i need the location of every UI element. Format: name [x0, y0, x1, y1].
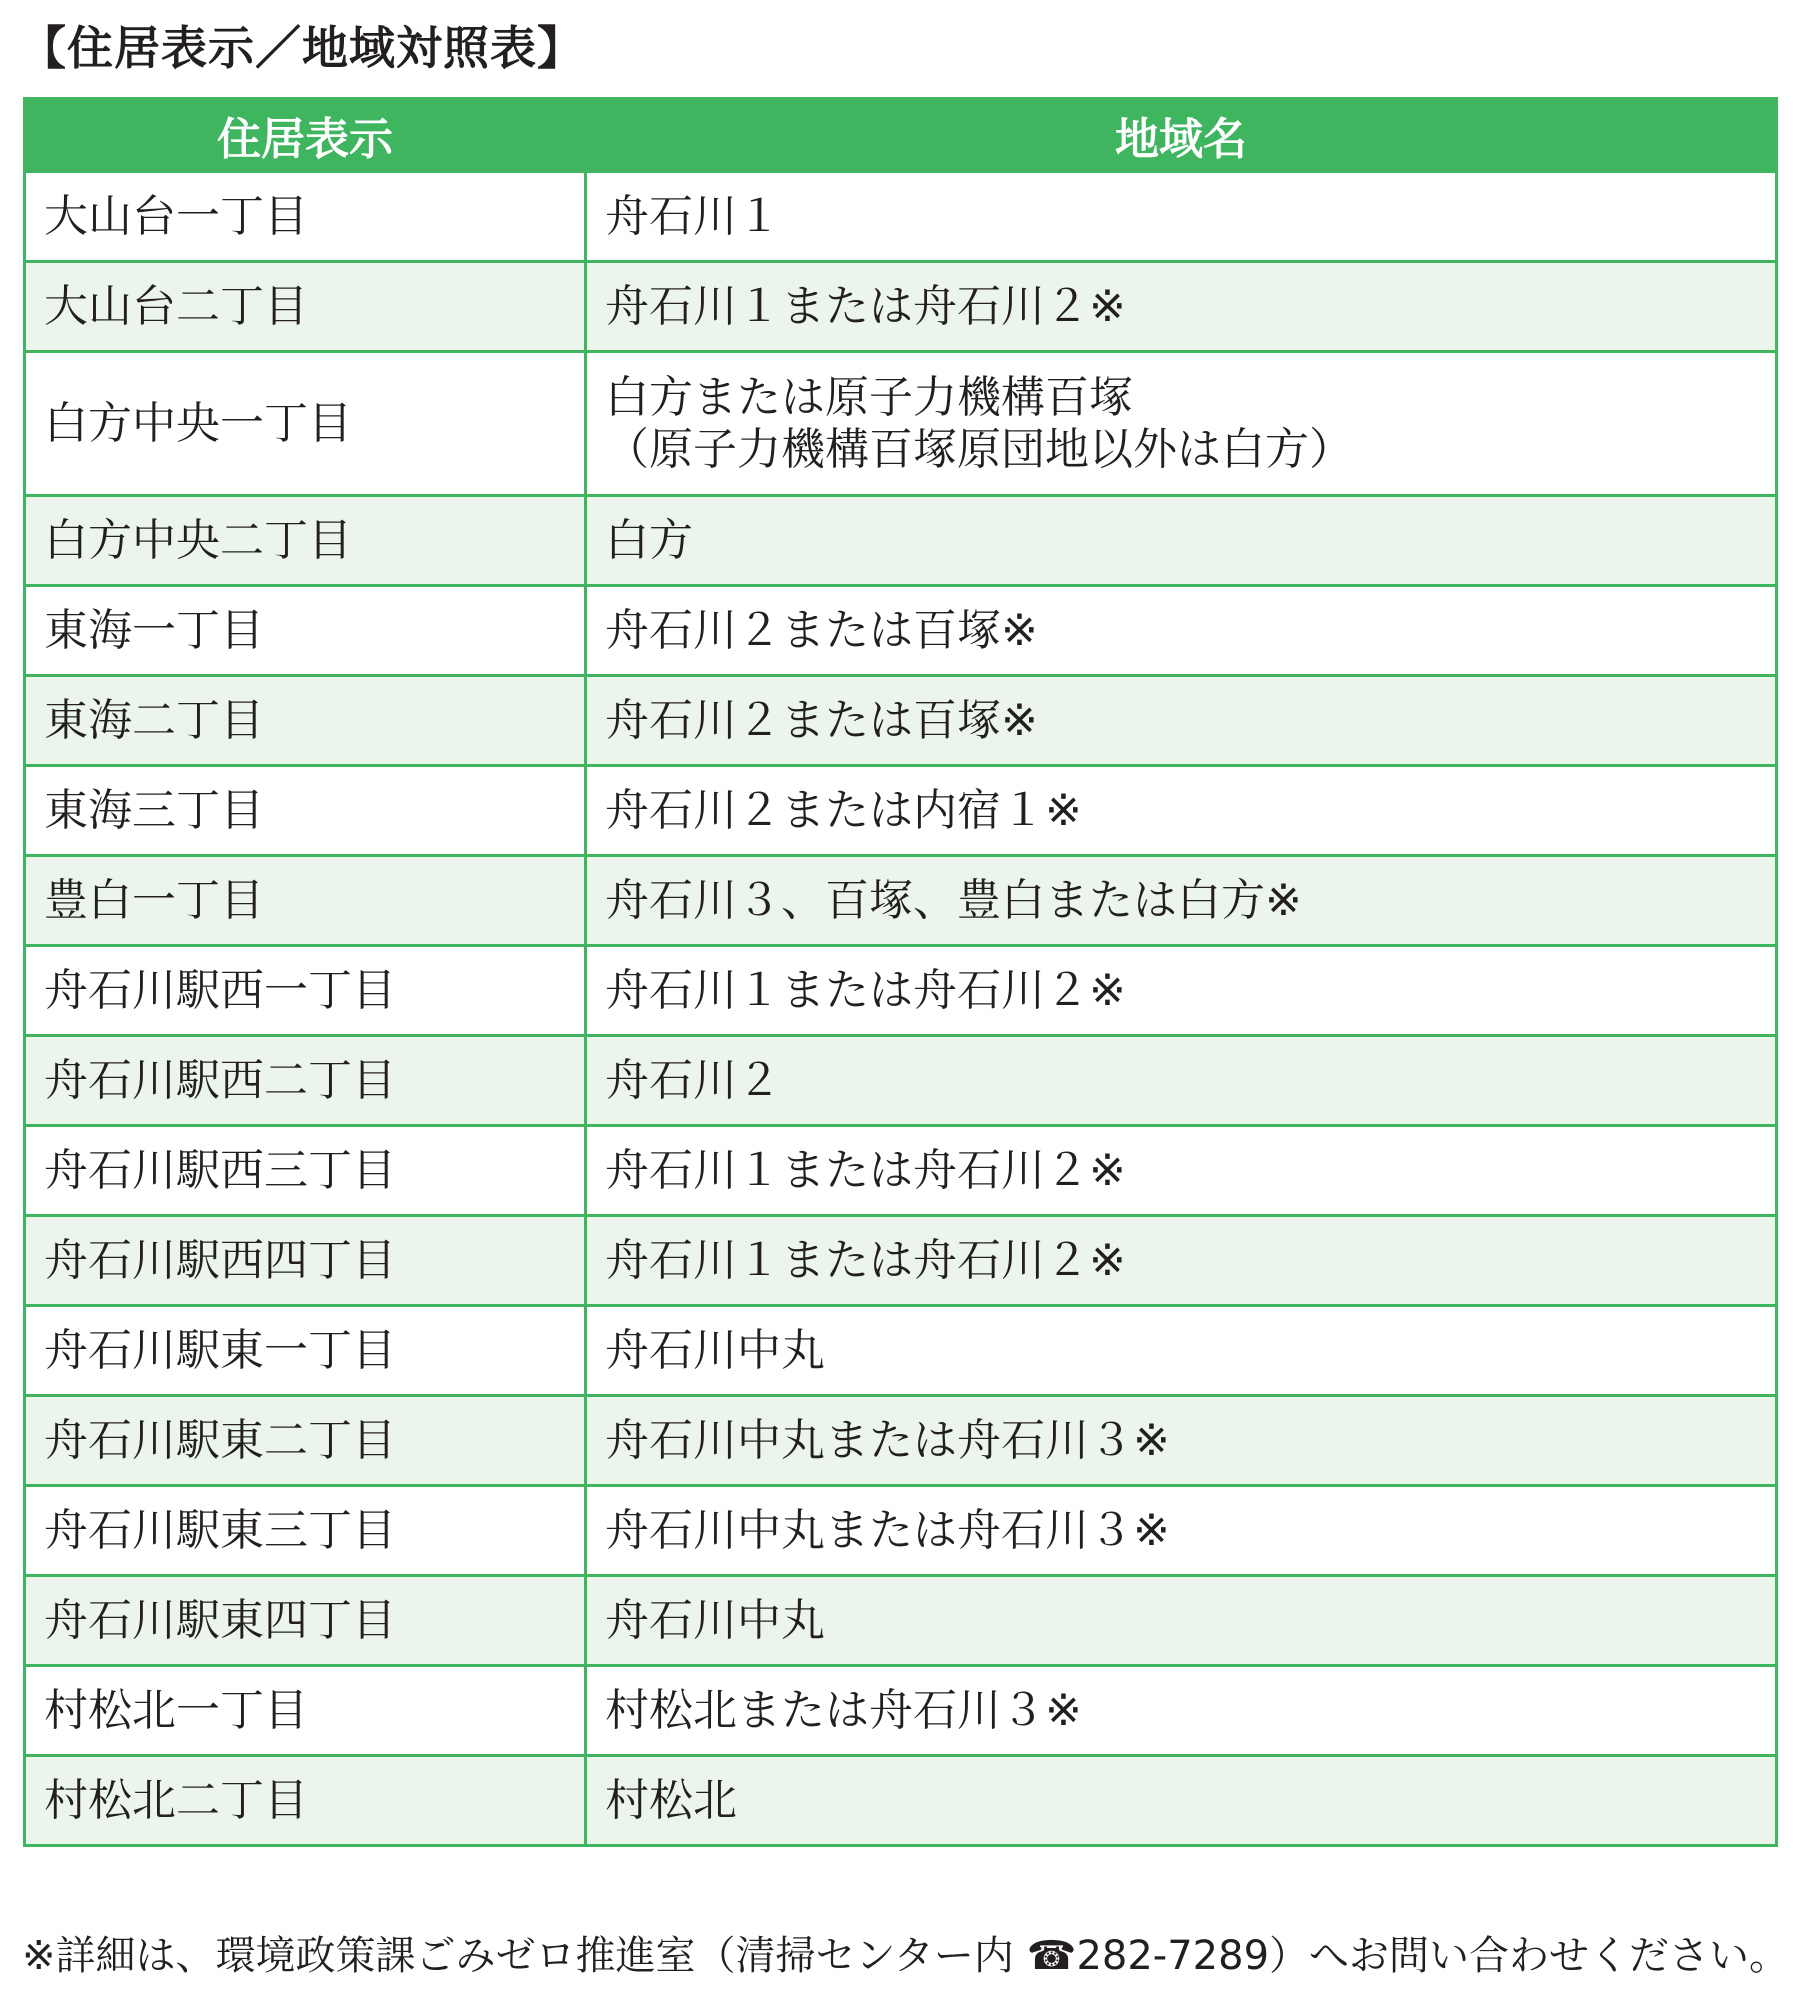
area-cell: 白方	[586, 496, 1777, 586]
table-row	[25, 586, 1777, 676]
address-cell: 東海二丁目	[25, 676, 586, 766]
table-row	[25, 1306, 1777, 1396]
area-cell: 舟石川２または百塚※	[586, 586, 1777, 676]
address-cell: 豊白一丁目	[25, 856, 586, 946]
address-cell: 舟石川駅東三丁目	[25, 1486, 586, 1576]
table-row	[25, 676, 1777, 766]
table-row	[25, 1756, 1777, 1846]
area-cell: 村松北	[586, 1756, 1777, 1846]
table-header-row	[25, 99, 1777, 172]
table-row	[25, 352, 1777, 496]
table-row	[25, 856, 1777, 946]
area-cell	[586, 352, 1777, 496]
area-cell: 村松北または舟石川３※	[586, 1666, 1777, 1756]
area-cell: 舟石川２または百塚※	[586, 676, 1777, 766]
area-cell: 舟石川中丸または舟石川３※	[586, 1486, 1777, 1576]
address-cell: 舟石川駅西二丁目	[25, 1036, 586, 1126]
area-cell: 舟石川１または舟石川２※	[586, 1126, 1777, 1216]
area-cell: 舟石川中丸	[586, 1306, 1777, 1396]
area-cell: 舟石川１	[586, 172, 1777, 262]
table-row	[25, 1666, 1777, 1756]
address-cell: 舟石川駅西三丁目	[25, 1126, 586, 1216]
address-cell: 白方中央一丁目	[25, 352, 586, 496]
address-cell: 村松北二丁目	[25, 1756, 586, 1846]
area-cell: 舟石川２または内宿１※	[586, 766, 1777, 856]
address-cell: 舟石川駅東二丁目	[25, 1396, 586, 1486]
table-row	[25, 766, 1777, 856]
table-row	[25, 1126, 1777, 1216]
area-cell: 舟石川２	[586, 1036, 1777, 1126]
table-row	[25, 262, 1777, 352]
table-row	[25, 1576, 1777, 1666]
address-cell: 舟石川駅西一丁目	[25, 946, 586, 1036]
area-cell: 舟石川１または舟石川２※	[586, 262, 1777, 352]
address-cell: 東海三丁目	[25, 766, 586, 856]
address-area-table	[23, 97, 1778, 1847]
table-row	[25, 1396, 1777, 1486]
address-cell: 東海一丁目	[25, 586, 586, 676]
address-cell: 舟石川駅東一丁目	[25, 1306, 586, 1396]
area-cell: 舟石川１または舟石川２※	[586, 1216, 1777, 1306]
column-header-address: 住居表示	[25, 99, 586, 172]
address-cell: 大山台二丁目	[25, 262, 586, 352]
address-cell: 村松北一丁目	[25, 1666, 586, 1756]
footnote: ※詳細は、環境政策課ごみゼロ推進室（清掃センター内 ☎282-7289）へお問い合わせください。	[22, 1933, 1790, 1979]
area-cell-note: （原子力機構百塚原団地以外は白方）	[605, 423, 1353, 475]
table-row	[25, 496, 1777, 586]
address-cell: 舟石川駅東四丁目	[25, 1576, 586, 1666]
page-title: 【住居表示／地域対照表】	[20, 21, 584, 75]
table-row	[25, 1036, 1777, 1126]
table-row	[25, 1216, 1777, 1306]
area-cell: 舟石川中丸	[586, 1576, 1777, 1666]
area-cell: 舟石川１または舟石川２※	[586, 946, 1777, 1036]
address-cell: 舟石川駅西四丁目	[25, 1216, 586, 1306]
table-row	[25, 172, 1777, 262]
table-row	[25, 946, 1777, 1036]
address-cell: 白方中央二丁目	[25, 496, 586, 586]
column-header-area: 地域名	[586, 99, 1777, 172]
table-row	[25, 1486, 1777, 1576]
area-cell: 舟石川中丸または舟石川３※	[586, 1396, 1777, 1486]
address-cell: 大山台一丁目	[25, 172, 586, 262]
area-cell-line: 白方または原子力機構百塚	[605, 371, 1133, 423]
area-cell: 舟石川３、百塚、豊白または白方※	[586, 856, 1777, 946]
